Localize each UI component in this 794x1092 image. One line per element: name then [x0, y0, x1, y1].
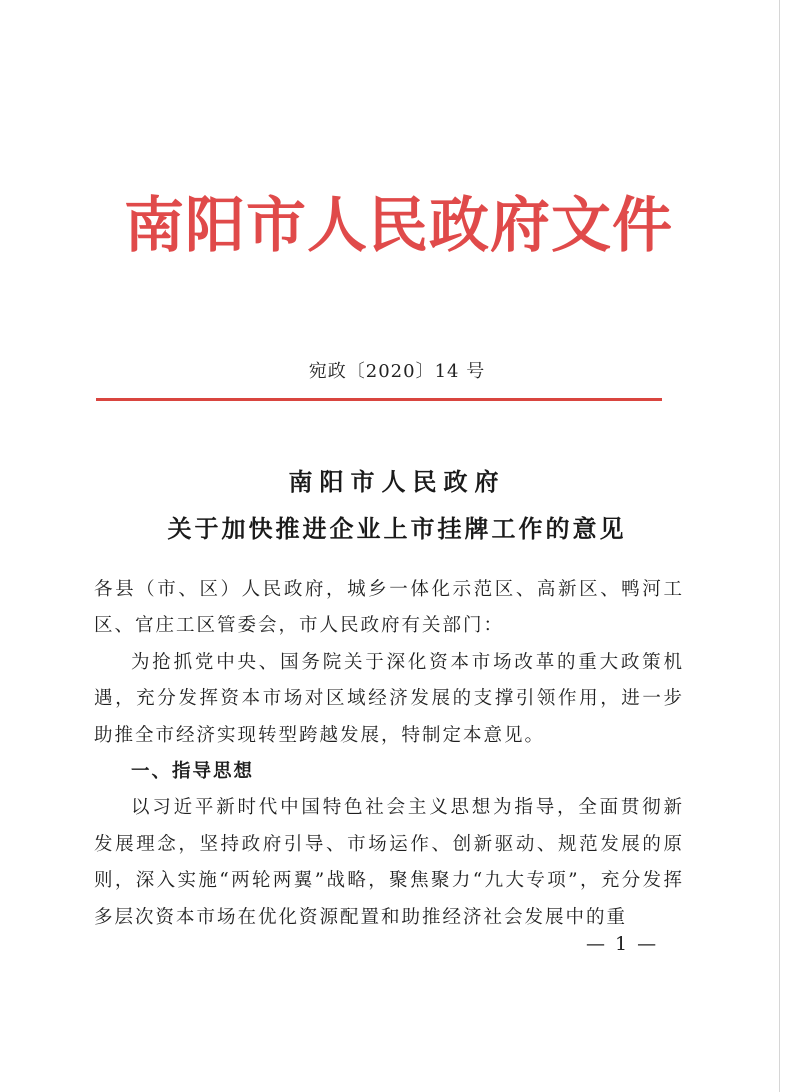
document-body: [94, 572, 684, 936]
salutation: 各县（市、区）人民政府，城乡一体化示范区、高新区、鸭河工区、官庄工区管委会，市人民政府有关部门：: [94, 579, 684, 637]
title-issuer: 南阳市人民政府: [288, 468, 506, 496]
section-heading-guiding-ideology: 一、指导思想: [131, 761, 255, 783]
title-subject: 关于加快推进企业上市挂牌工作的意见: [167, 515, 627, 543]
intro-paragraph: 为抢抓党中央、国务院关于深化资本市场改革的重大政策机遇，充分发挥资本市场对区域经济发展的支撑引领作用，进一步助推全市经济实现转型跨越发展，特制定本意见。: [94, 651, 684, 746]
section-paragraph: 以习近平新时代中国特色社会主义思想为指导，全面贯彻新发展理念，坚持政府引导、市场运作、创新驱动、规范发展的原则，深入实施“两轮两翼”战略，聚焦聚力“九大专项”，充分发挥多层次资本市场在优化资源配置和助推经济社会发展中的重: [94, 797, 684, 928]
page-number: — 1 —: [586, 933, 659, 955]
red-separator-line: [96, 398, 662, 401]
document-number: 宛政〔2020〕14 号: [308, 361, 486, 382]
agency-header-title: 南阳市人民政府文件: [124, 191, 673, 261]
scan-edge: [779, 0, 780, 1092]
